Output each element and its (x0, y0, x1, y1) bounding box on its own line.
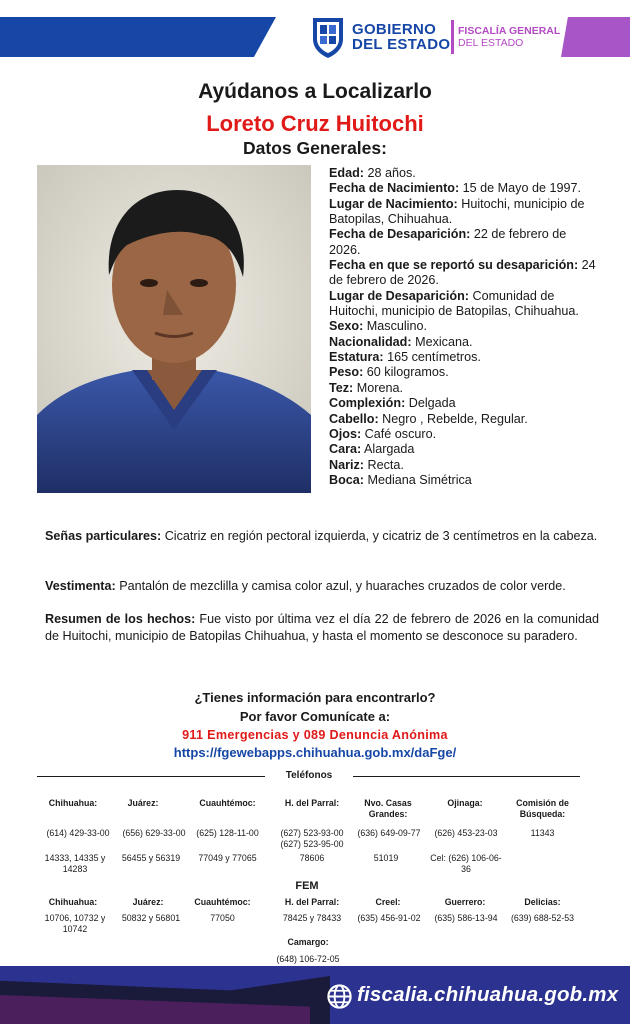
detail-peso: Peso: 60 kilogramos. (329, 365, 449, 380)
globe-icon (326, 983, 353, 1010)
fiscalia-line2: DEL ESTADO (458, 37, 524, 49)
vestimenta: Vestimenta: Pantalón de mezclilla y camisa color azul, y huaraches cruzados de color verde. (45, 579, 566, 593)
phone-header: Cuauhtémoc: (199, 798, 256, 808)
phone-header: Nvo. Casas Grandes: (364, 798, 412, 819)
detail-nariz: Nariz: Recta. (329, 457, 404, 472)
page-headline: Ayúdanos a Localizarlo (198, 80, 432, 103)
phone-extension: 77049 y 77065 (198, 853, 257, 863)
phone-header: H. del Parral: (284, 798, 340, 808)
detail-boca: Boca: Mediana Simétrica (329, 472, 472, 487)
detail-lugar-desaparicion: Lugar de Desaparición: Comunidad de Huitochi, municipio de Batopilas, Chihuahua. (329, 288, 579, 319)
missing-person-name: Loreto Cruz Huitochi (206, 111, 424, 136)
phone-header: Ojinaga: (447, 798, 483, 808)
header-purple-band (561, 17, 630, 57)
phones-title: Teléfonos (285, 770, 333, 781)
detail-estatura: Estatura: 165 centímetros. (329, 350, 481, 365)
phones-rule-left (37, 776, 265, 777)
detail-cabello: Cabello: Negro , Rebelde, Regular. (329, 411, 528, 426)
detail-complexion: Complexión: Delgada (329, 396, 456, 411)
detail-edad: Edad: 28 años. (329, 166, 416, 180)
fem-extra-value: (648) 106-72-05 (276, 954, 340, 964)
phone-value: (656) 629-33-00 (122, 828, 186, 838)
cta-emergency: 911 Emergencias y 089 Denuncia Anónima (182, 728, 448, 742)
gobierno-line1: GOBIERNO (352, 21, 437, 38)
detail-cara: Cara: Alargada (329, 442, 415, 457)
fem-header: Chihuahua: (48, 897, 98, 907)
logo-divider (451, 20, 454, 54)
fem-extra-header: Camargo: (287, 937, 329, 947)
phone-header: Chihuahua: (48, 798, 98, 808)
resumen-hechos: Resumen de los hechos: Fue visto por última vez el día 22 de febrero de 2026 en la comunidad de Huitochi, municipio de Batopilas Chihuahua, y hasta el momento se desconoce su paradero. (45, 612, 599, 643)
missing-person-photo (37, 165, 311, 493)
phone-extension: 51019 (373, 853, 399, 863)
fiscalia-line1: FISCALÍA GENERAL (458, 25, 561, 37)
fem-value: 77050 (210, 913, 235, 923)
phone-value: 11343 (530, 828, 555, 838)
phone-value: (625) 128-11-00 (196, 828, 259, 838)
detail-sexo: Sexo: Masculino. (329, 319, 427, 334)
detail-fecha-nacimiento: Fecha de Nacimiento: 15 de Mayo de 1997. (329, 181, 582, 196)
phone-header: Juárez: (127, 798, 159, 808)
detail-fecha-reporte: Fecha en que se reportó su desaparición: 24 de febrero de 2026. (329, 258, 596, 288)
detail-ojos: Ojos: Café oscuro. (329, 426, 437, 441)
fem-value: 50832 y 56801 (121, 913, 181, 923)
fem-header: Cuauhtémoc: (194, 897, 251, 907)
fem-header: Guerrero: (444, 897, 486, 907)
state-seal-icon (310, 15, 346, 59)
phone-extension: 56455 y 56319 (121, 853, 181, 863)
fem-value: 10706, 10732 y 10742 (44, 913, 106, 934)
phone-value: (636) 649-09-77 (357, 828, 421, 838)
cta-please: Por favor Comunícate a: (239, 709, 391, 724)
datos-generales-title: Datos Generales: (243, 138, 387, 158)
phone-value: (614) 429-33-00 (46, 828, 110, 838)
fem-value: 78425 y 78433 (282, 913, 342, 923)
fiscalia-logo-text (458, 25, 560, 49)
header-blue-band (0, 17, 276, 57)
phone-extension: 14333, 14335 y 14283 (44, 853, 106, 874)
detail-tez: Tez: Morena. (329, 380, 403, 395)
fem-header: Creel: (375, 897, 401, 907)
cta-url-link[interactable]: https://fgewebapps.chihuahua.gob.mx/daFge/ (173, 745, 457, 760)
detail-fecha-desaparicion: Fecha de Desaparición: 22 de febrero de 2026. (329, 227, 567, 257)
fem-header: Delicias: (524, 897, 561, 907)
phone-extension: 78606 (299, 853, 325, 863)
fem-value: (635) 586-13-94 (434, 913, 498, 923)
fem-header: Juárez: (132, 897, 164, 907)
phones-rule-right (353, 776, 580, 777)
phone-extension: Cel: (626) 106-06-36 (430, 853, 502, 874)
gobierno-logo-text (352, 22, 452, 52)
details-list (329, 166, 601, 488)
detail-nacionalidad: Nacionalidad: Mexicana. (329, 334, 473, 349)
phone-value: (626) 453-23-03 (434, 828, 498, 838)
phone-value: (627) 523-93-00 (627) 523-95-00 (280, 828, 344, 849)
gobierno-line2: DEL ESTADO (352, 36, 451, 53)
fem-value: (635) 456-91-02 (357, 913, 421, 923)
senas-particulares: Señas particulares: Cicatriz en región pectoral izquierda, y cicatriz de 3 centímetros en la cabeza. (45, 529, 598, 543)
cta-question: ¿Tienes información para encontrarlo? (194, 690, 436, 705)
fem-value: (639) 688-52-53 (510, 913, 575, 923)
footer-website-link[interactable]: fiscalia.chihuahua.gob.mx (357, 983, 619, 1006)
fem-header: H. del Parral: (284, 897, 340, 907)
detail-lugar-nacimiento: Lugar de Nacimiento: Huitochi, municipio de Batopilas, Chihuahua. (329, 196, 585, 227)
phone-header: Comisión de Búsqueda: (516, 798, 569, 819)
fem-title: FEM (295, 880, 319, 892)
